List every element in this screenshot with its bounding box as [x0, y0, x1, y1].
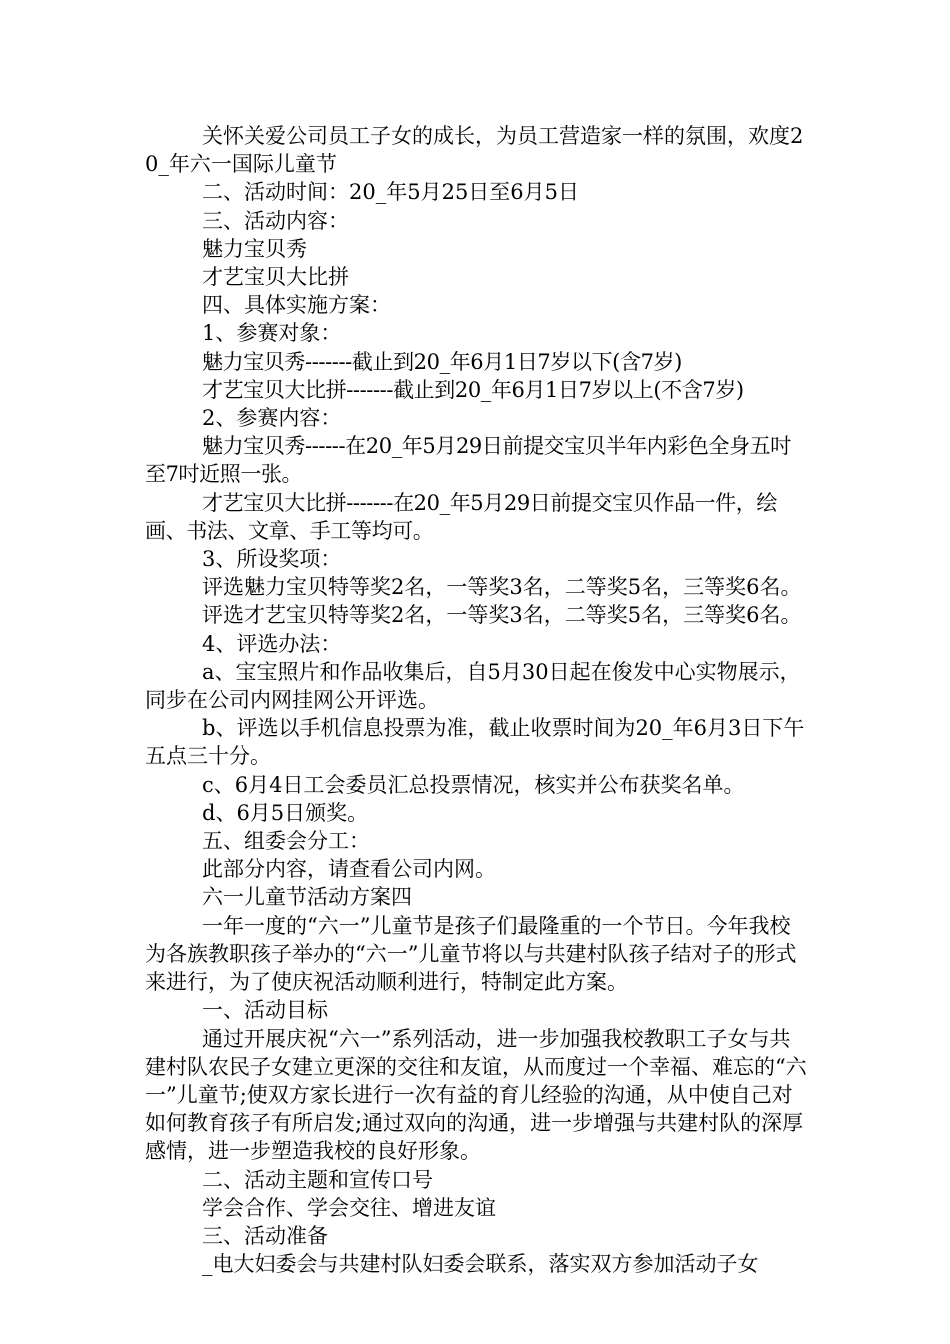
paragraph: c、6月4日工会委员汇总投票情况，核实并公布获奖名单。 [202, 772, 745, 797]
paragraph: 才艺宝贝大比拼-------截止到20_年6月1日7岁以上(不含7岁) [202, 377, 744, 402]
paragraph: 才艺宝贝大比拼 [202, 265, 349, 290]
document-body [145, 122, 807, 1278]
paragraph: 魅力宝贝秀 [202, 236, 307, 261]
paragraph: _电大妇委会与共建村队妇委会联系，落实双方参加活动子女 [202, 1252, 759, 1277]
paragraph: 三、活动内容： [202, 208, 349, 233]
paragraph: 魅力宝贝秀-------截止到20_年6月1日7岁以下(含7岁) [202, 349, 682, 374]
paragraph: 1、参赛对象： [202, 321, 342, 346]
paragraph: 六一儿童节活动方案四 [202, 885, 412, 910]
paragraph: 关怀关爱公司员工子女的成长，为员工营造家一样的氛围，欢度20_年六一国际儿童节 [145, 124, 804, 177]
paragraph: a、宝宝照片和作品收集后，自5月30日起在俊发中心实物展示，同步在公司内网挂网公开评选。 [145, 659, 801, 713]
paragraph: 二、活动主题和宣传口号 [202, 1167, 433, 1192]
paragraph: d、6月5日颁奖。 [202, 800, 369, 825]
paragraph: 2、参赛内容： [202, 406, 342, 431]
paragraph: 3、所设奖项： [202, 547, 342, 572]
paragraph: 评选魅力宝贝特等奖2名，一等奖3名，二等奖5名，三等奖6名。 [202, 575, 802, 600]
paragraph: 一、活动目标 [202, 998, 328, 1023]
paragraph: 此部分内容，请查看公司内网。 [202, 857, 496, 882]
paragraph: 通过开展庆祝“六一”系列活动，进一步加强我校教职工子女与共建村队农民子女建立更深的交往和友谊，从而度过一个幸福、难忘的“六一”儿童节;使双方家长进行一次有益的育儿经验的沟通，从中使自己对如何教育孩子有所启发;通过双向的沟通，进一步增强与共建村队的深厚感情，进一步塑造我校的良好形象。 [145, 1026, 807, 1164]
paragraph: 魅力宝贝秀------在20_年5月29日前提交宝贝半年内彩色全身五吋至7吋近照一张。 [145, 434, 791, 487]
paragraph: 4、评选办法： [202, 631, 342, 656]
paragraph: 四、具体实施方案： [202, 293, 391, 318]
paragraph: 学会合作、学会交往、增进友谊 [202, 1195, 496, 1220]
paragraph: 才艺宝贝大比拼-------在20_年5月29日前提交宝贝作品一件，绘画、书法、文章、手工等均可。 [145, 490, 777, 543]
paragraph: 二、活动时间：20_年5月25日至6月5日 [202, 180, 580, 205]
paragraph: b、评选以手机信息投票为准，截止收票时间为20_年6月3日下午五点三十分。 [145, 716, 805, 769]
paragraph: 一年一度的“六一”儿童节是孩子们最隆重的一个节日。今年我校为各族教职孩子举办的“六一”儿童节将以与共建村队孩子结对子的形式来进行，为了使庆祝活动顺利进行，特制定此方案。 [145, 913, 797, 995]
paragraph: 评选才艺宝贝特等奖2名，一等奖3名，二等奖5名，三等奖6名。 [202, 603, 802, 628]
paragraph: 五、组委会分工： [202, 829, 370, 854]
paragraph: 三、活动准备 [202, 1223, 328, 1248]
